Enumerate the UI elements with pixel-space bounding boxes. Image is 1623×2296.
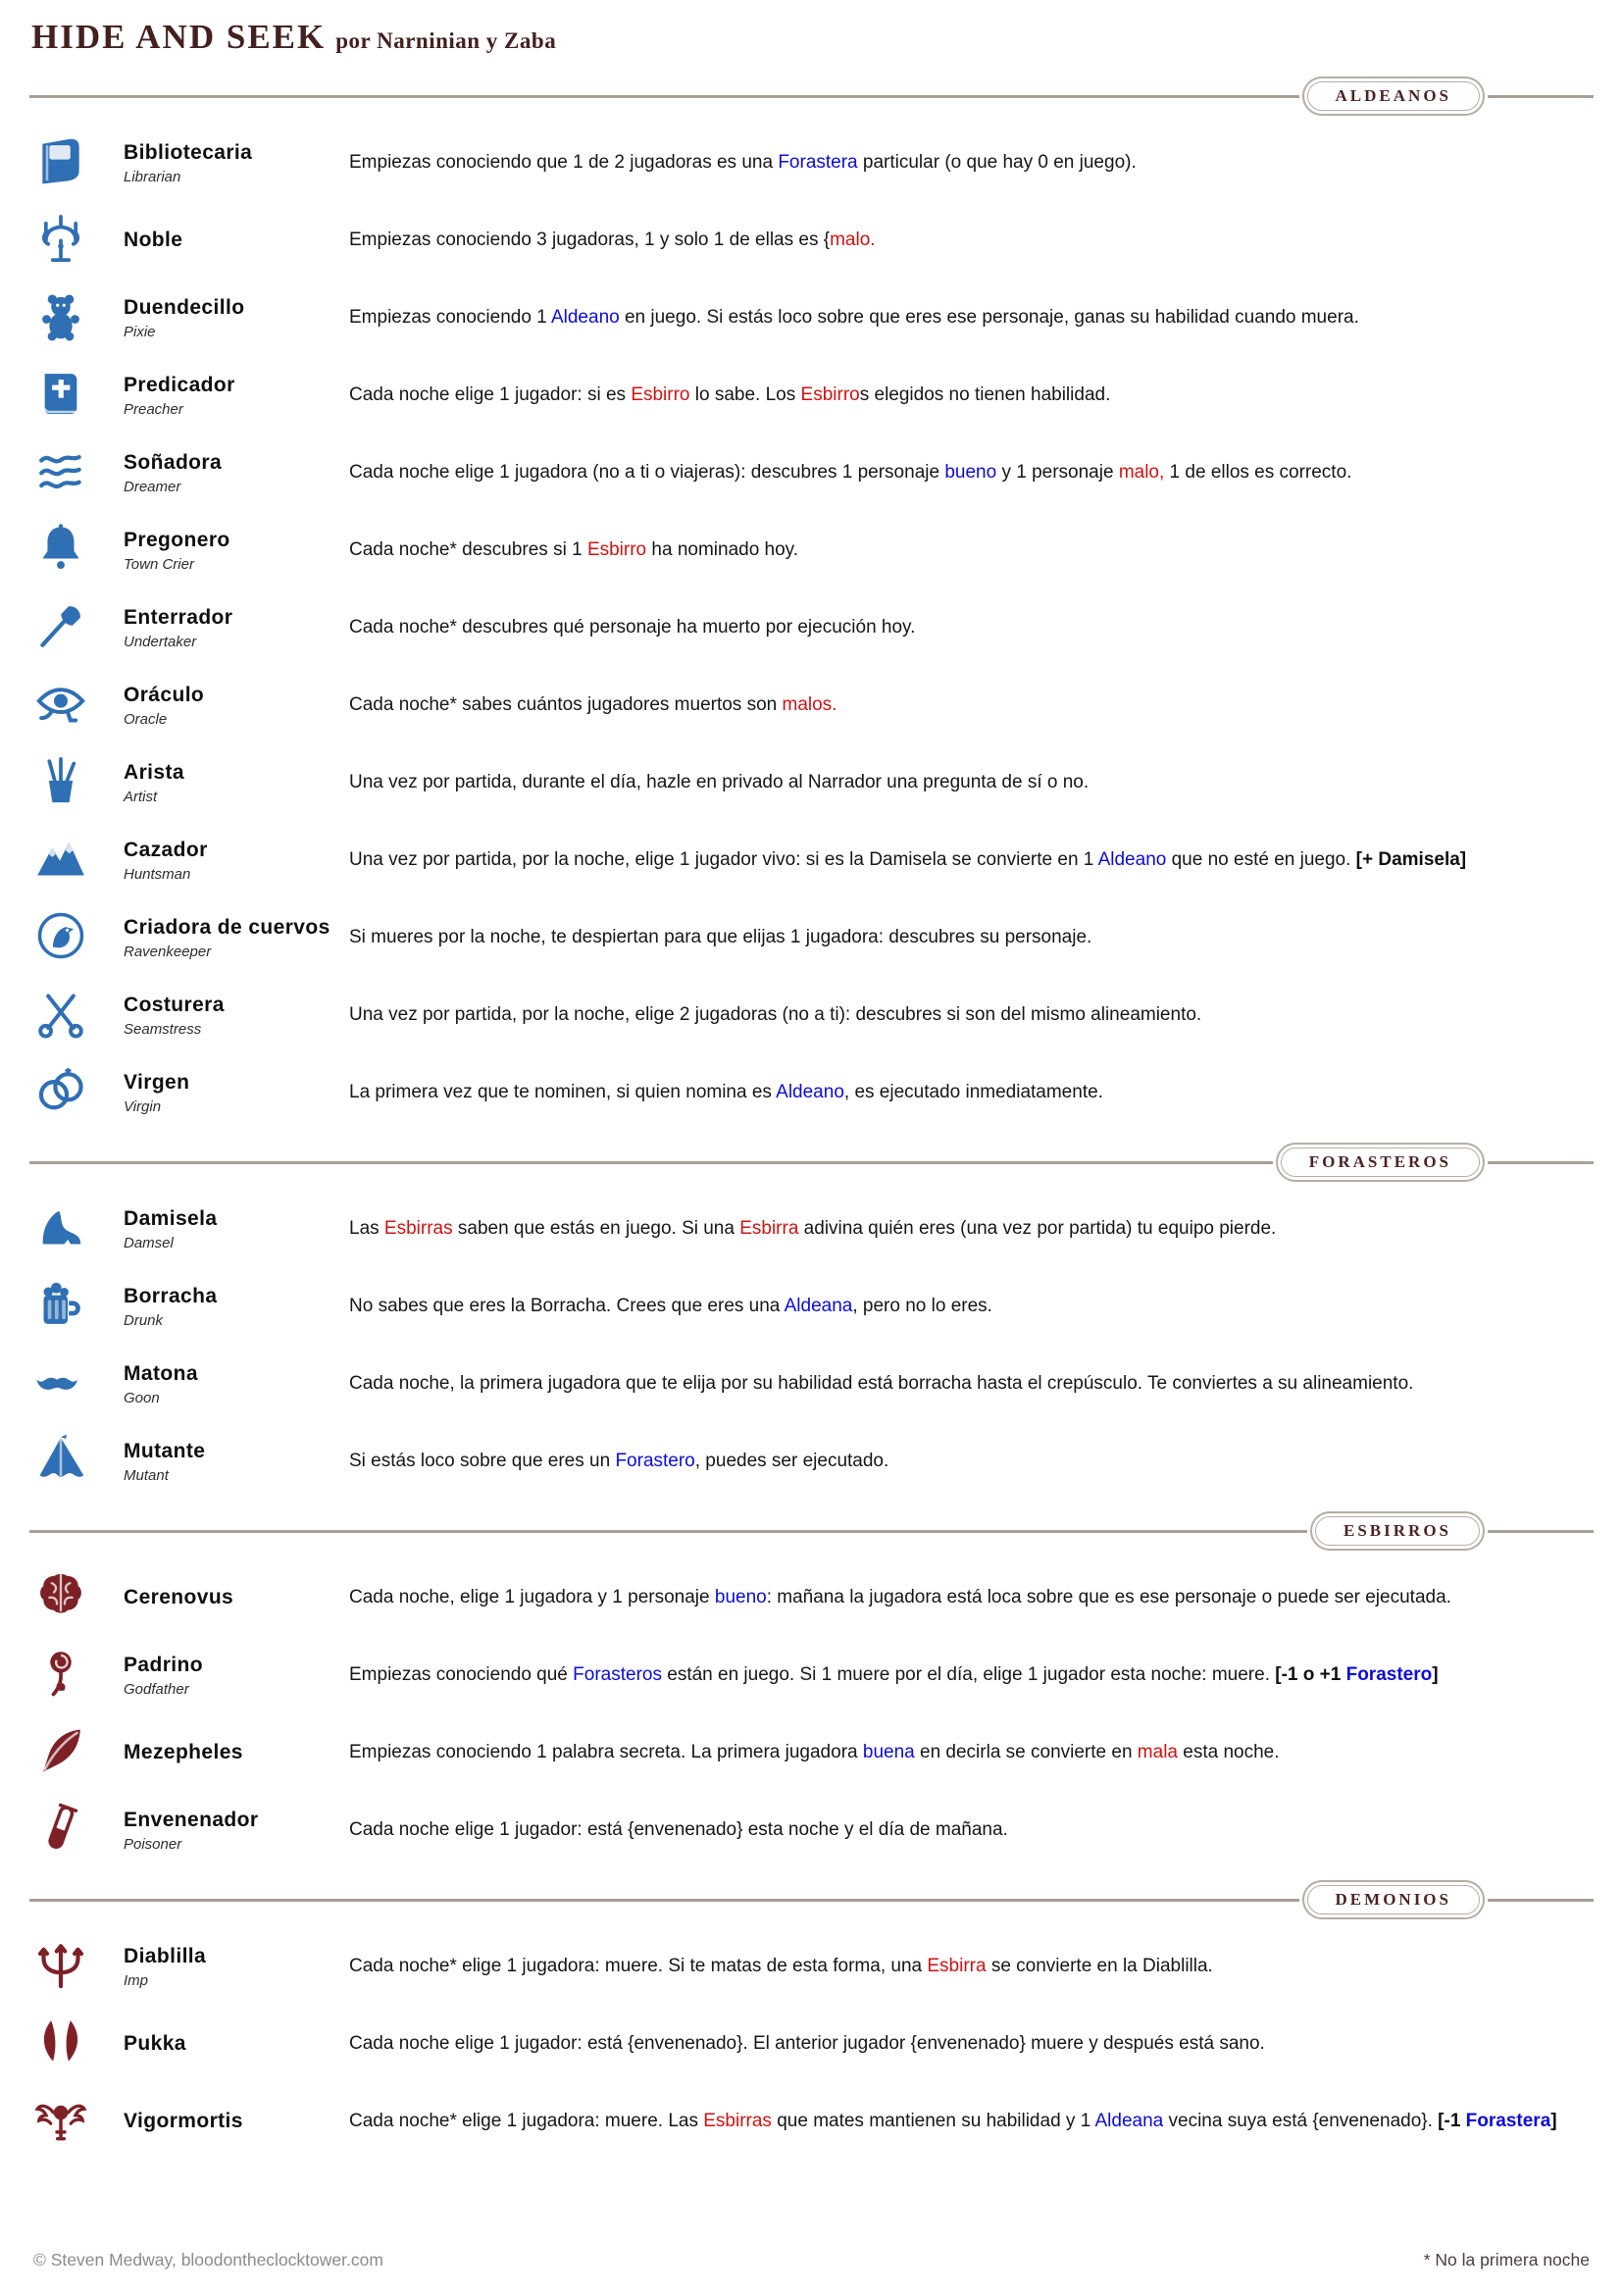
character-ability: Cada noche* elige 1 jugadora: muere. Las Esbirras que mates mantienen su habilidad y 1 Aldeana vecina suya está {envenenado}. [-1 Forastera] xyxy=(349,2111,1557,2132)
character-name: Soñadora xyxy=(124,451,223,475)
character-ability: Una vez por partida, durante el día, hazle en privado al Narrador una pregunta de sí o no. xyxy=(349,772,1090,793)
quill-icon xyxy=(29,1723,124,1783)
character-row xyxy=(29,831,1594,891)
team-badge-esbirros xyxy=(1310,1511,1485,1551)
character-row xyxy=(29,1801,1594,1861)
character-ability: Cada noche* descubres qué personaje ha muerto por ejecución hoy. xyxy=(349,617,916,638)
character-ability: Empiezas conociendo qué Forasteros están en juego. Si 1 muere por el día, elige 1 jugador esta noche: muere. [-1 o +1 Forastero] xyxy=(349,1664,1439,1686)
character-name: Oráculo xyxy=(124,684,205,707)
character-name: Predicador xyxy=(124,374,235,397)
character-name: Matona xyxy=(124,1362,198,1386)
page-title: HIDE AND SEEK xyxy=(31,18,327,56)
bell-icon xyxy=(33,521,88,581)
footer xyxy=(29,2230,1594,2296)
character-subtitle: Poisoner xyxy=(124,1835,182,1853)
winged-skull-icon xyxy=(29,2092,124,2152)
character-subtitle: Godfather xyxy=(124,1680,189,1698)
team-badge-label: ESBIRROS xyxy=(1315,1516,1480,1546)
copyright: © Steven Medway, bloodontheclocktower.com xyxy=(33,2250,383,2270)
paintbrush-cup-icon xyxy=(33,753,88,813)
header xyxy=(29,14,1594,57)
mustache-icon xyxy=(29,1354,124,1414)
divider-line xyxy=(1488,95,1594,98)
character-name: Padrino xyxy=(124,1654,203,1677)
team-section xyxy=(29,1143,1594,1492)
character-ability: Cada noche elige 1 jugador: está {envenenado} esta noche y el día de mañana. xyxy=(349,1819,1008,1841)
character-subtitle: Pixie xyxy=(124,323,156,340)
character-subtitle: Undertaker xyxy=(124,633,197,650)
trident-icon xyxy=(33,1937,88,1997)
character-subtitle: Goon xyxy=(124,1389,160,1406)
character-row xyxy=(29,1354,1594,1414)
character-subtitle: Artist xyxy=(124,788,158,805)
character-subtitle: Librarian xyxy=(124,168,181,185)
character-row xyxy=(29,1937,1594,1997)
beer-mug-icon xyxy=(29,1277,124,1337)
brain-icon xyxy=(33,1568,88,1628)
team-badge-label: DEMONIOS xyxy=(1307,1885,1480,1914)
character-ability: Las Esbirras saben que estás en juego. Si una Esbirra adivina quién eres (una vez por partida) tu equipo pierde. xyxy=(349,1218,1277,1240)
character-row xyxy=(29,986,1594,1046)
character-name: Criadora de cuervos xyxy=(124,916,330,940)
character-row xyxy=(29,1646,1594,1706)
character-row xyxy=(29,1432,1594,1492)
book-icon xyxy=(33,133,88,193)
bell-icon xyxy=(29,521,124,581)
rose-icon xyxy=(33,1646,88,1706)
scissors-icon xyxy=(29,986,124,1046)
book-icon xyxy=(29,133,124,193)
eye-icon xyxy=(33,676,88,736)
section-divider xyxy=(29,77,1594,116)
first-night-note: * No la primera noche xyxy=(1423,2250,1590,2270)
scissors-icon xyxy=(33,986,88,1046)
character-subtitle: Ravenkeeper xyxy=(124,943,212,960)
character-rows xyxy=(29,133,1594,1123)
character-name: Mutante xyxy=(124,1440,206,1463)
shovel-icon xyxy=(29,598,124,658)
chandelier-icon xyxy=(33,211,88,271)
dream-swirl-icon xyxy=(33,443,88,503)
character-row xyxy=(29,1277,1594,1337)
character-rows xyxy=(29,1199,1594,1492)
character-row xyxy=(29,443,1594,503)
vial-icon xyxy=(29,1801,124,1861)
character-ability: Cada noche elige 1 jugador: está {envenenado}. El anterior jugador {envenenado} muere y después está sano. xyxy=(349,2033,1265,2055)
character-row xyxy=(29,1199,1594,1259)
character-row xyxy=(29,753,1594,813)
character-name: Diablilla xyxy=(124,1945,207,1968)
character-name: Virgen xyxy=(124,1071,190,1095)
tent-icon xyxy=(33,1432,88,1492)
character-subtitle: Town Crier xyxy=(124,555,194,573)
character-name: Duendecillo xyxy=(124,296,245,320)
mustache-icon xyxy=(33,1354,88,1414)
trident-icon xyxy=(29,1937,124,1997)
character-ability: La primera vez que te nominen, si quien nomina es Aldeano, es ejecutado inmediatamente. xyxy=(349,1082,1103,1103)
character-name: Cerenovus xyxy=(124,1586,234,1609)
teddy-bear-icon xyxy=(33,288,88,348)
mountains-icon xyxy=(33,831,88,891)
character-name: Cazador xyxy=(124,839,208,862)
mountains-icon xyxy=(29,831,124,891)
heel-shoe-icon xyxy=(29,1199,124,1259)
team-badge-forasteros xyxy=(1276,1143,1485,1182)
character-row xyxy=(29,133,1594,193)
rings-icon xyxy=(33,1063,88,1123)
character-ability: Empiezas conociendo 1 Aldeano en juego. Si estás loco sobre que eres ese personaje, ganas su habilidad cuando muera. xyxy=(349,307,1359,329)
character-rows xyxy=(29,1937,1594,2152)
character-subtitle: Huntsman xyxy=(124,865,191,883)
tent-icon xyxy=(29,1432,124,1492)
character-name: Bibliotecaria xyxy=(124,141,253,165)
brain-icon xyxy=(29,1568,124,1628)
character-subtitle: Drunk xyxy=(124,1311,164,1329)
section-divider xyxy=(29,1143,1594,1182)
character-row xyxy=(29,908,1594,968)
character-ability: Cada noche elige 1 jugadora (no a ti o viajeras): descubres 1 personaje bueno y 1 personaje malo, 1 de ellos es correcto. xyxy=(349,462,1352,484)
character-name: Mezepheles xyxy=(124,1741,243,1764)
character-ability: Empiezas conociendo 1 palabra secreta. La primera jugadora buena en decirla se convierte en mala esta noche. xyxy=(349,1742,1280,1763)
character-ability: Una vez por partida, por la noche, elige 1 jugador vivo: si es la Damisela se convierte en 1 Aldeano que no esté en juego. [+ Damisela] xyxy=(349,849,1467,871)
character-name: Arista xyxy=(124,761,184,785)
character-ability: Empiezas conociendo 3 jugadoras, 1 y solo 1 de ellas es {malo. xyxy=(349,230,876,251)
divider-line xyxy=(29,95,1299,98)
divider-line xyxy=(1488,1899,1594,1902)
character-ability: Cada noche, elige 1 jugadora y 1 personaje bueno: mañana la jugadora está loca sobre que es ese personaje o puede ser ejecutada. xyxy=(349,1587,1451,1608)
team-badge-label: ALDEANOS xyxy=(1307,81,1480,111)
raven-icon xyxy=(33,908,88,968)
eye-icon xyxy=(29,676,124,736)
character-ability: Si estás loco sobre que eres un Forastero, puedes ser ejecutado. xyxy=(349,1451,889,1472)
fangs-icon xyxy=(33,2015,88,2074)
winged-skull-icon xyxy=(33,2092,88,2152)
sections xyxy=(29,57,1594,2169)
character-subtitle: Oracle xyxy=(124,710,168,728)
character-ability: No sabes que eres la Borracha. Crees que eres una Aldeana, pero no lo eres. xyxy=(349,1296,992,1317)
character-row xyxy=(29,676,1594,736)
character-ability: Si mueres por la noche, te despiertan para que elijas 1 jugadora: descubres su personaje. xyxy=(349,927,1092,948)
character-name: Noble xyxy=(124,229,183,252)
raven-icon xyxy=(29,908,124,968)
page-byline: por Narninian y Zaba xyxy=(335,28,557,53)
character-row xyxy=(29,1063,1594,1123)
character-ability: Cada noche* descubres si 1 Esbirro ha nominado hoy. xyxy=(349,539,799,561)
paintbrush-cup-icon xyxy=(29,753,124,813)
team-section xyxy=(29,1880,1594,2152)
shovel-icon xyxy=(33,598,88,658)
character-subtitle: Damsel xyxy=(124,1234,174,1251)
character-name: Enterrador xyxy=(124,606,233,630)
character-subtitle: Seamstress xyxy=(124,1020,202,1038)
rose-icon xyxy=(29,1646,124,1706)
character-name: Pregonero xyxy=(124,529,230,552)
character-row xyxy=(29,2015,1594,2074)
team-badge-demonios xyxy=(1302,1880,1485,1919)
character-row xyxy=(29,1723,1594,1783)
divider-line xyxy=(1488,1530,1594,1533)
character-ability: Cada noche* sabes cuántos jugadores muertos son malos. xyxy=(349,694,837,716)
section-divider xyxy=(29,1880,1594,1919)
team-section xyxy=(29,1511,1594,1861)
section-divider xyxy=(29,1511,1594,1551)
vial-icon xyxy=(33,1801,88,1861)
character-subtitle: Preacher xyxy=(124,400,183,418)
character-ability: Empiezas conociendo que 1 de 2 jugadoras es una Forastera particular (o que hay 0 en juego). xyxy=(349,152,1137,174)
divider-line xyxy=(1488,1161,1594,1164)
chandelier-icon xyxy=(29,211,124,271)
holy-book-icon xyxy=(33,366,88,426)
team-section xyxy=(29,77,1594,1123)
character-name: Pukka xyxy=(124,2032,186,2056)
character-row xyxy=(29,288,1594,348)
divider-line xyxy=(29,1161,1273,1164)
character-row xyxy=(29,598,1594,658)
character-name: Costurera xyxy=(124,994,225,1017)
divider-line xyxy=(29,1530,1307,1533)
divider-line xyxy=(29,1899,1299,1902)
teddy-bear-icon xyxy=(29,288,124,348)
character-name: Damisela xyxy=(124,1207,218,1231)
character-row xyxy=(29,2092,1594,2152)
heel-shoe-icon xyxy=(33,1199,88,1259)
character-name: Borracha xyxy=(124,1285,218,1308)
character-row xyxy=(29,1568,1594,1628)
character-row xyxy=(29,211,1594,271)
fangs-icon xyxy=(29,2015,124,2074)
character-ability: Una vez por partida, por la noche, elige 2 jugadoras (no a ti): descubres si son del mismo alineamiento. xyxy=(349,1004,1202,1026)
character-ability: Cada noche, la primera jugadora que te elija por su habilidad está borracha hasta el crepúsculo. Te conviertes a su alineamiento. xyxy=(349,1373,1414,1395)
character-row xyxy=(29,366,1594,426)
character-name: Vigormortis xyxy=(124,2110,243,2133)
team-badge-aldeanos xyxy=(1302,77,1485,116)
beer-mug-icon xyxy=(33,1277,88,1337)
rings-icon xyxy=(29,1063,124,1123)
team-badge-label: FORASTEROS xyxy=(1281,1148,1480,1177)
character-ability: Cada noche elige 1 jugador: si es Esbirro lo sabe. Los Esbirros elegidos no tienen habilidad. xyxy=(349,384,1111,406)
dream-swirl-icon xyxy=(29,443,124,503)
character-subtitle: Mutant xyxy=(124,1466,169,1484)
holy-book-icon xyxy=(29,366,124,426)
character-ability: Cada noche* elige 1 jugadora: muere. Si te matas de esta forma, una Esbirra se convierte en la Diablilla. xyxy=(349,1956,1213,1977)
character-subtitle: Dreamer xyxy=(124,478,181,495)
quill-icon xyxy=(33,1723,88,1783)
character-subtitle: Virgin xyxy=(124,1097,162,1115)
character-row xyxy=(29,521,1594,581)
character-name: Envenenador xyxy=(124,1809,259,1832)
character-subtitle: Imp xyxy=(124,1971,149,1989)
character-rows xyxy=(29,1568,1594,1861)
